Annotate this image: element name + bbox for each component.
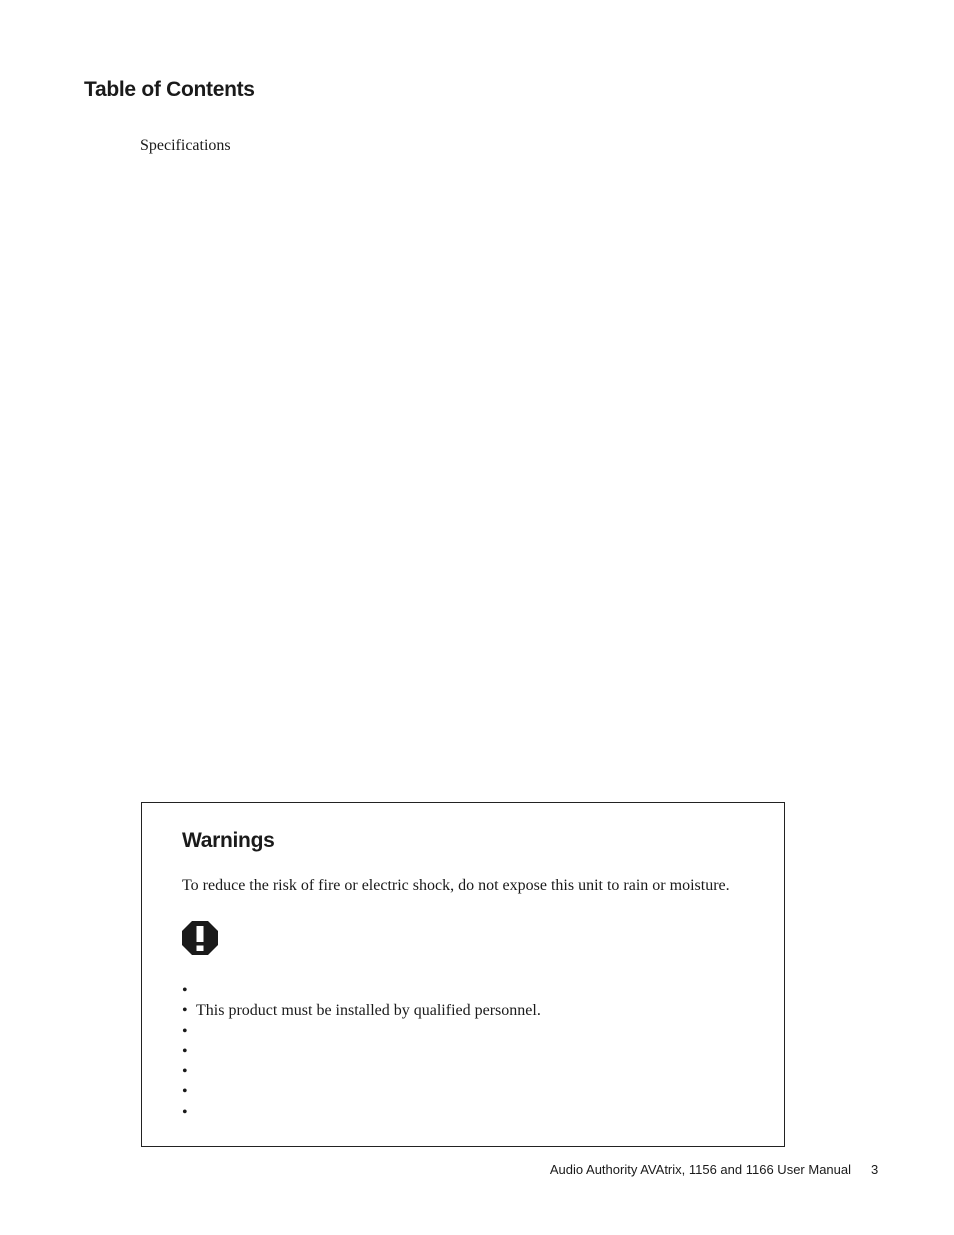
warnings-intro: To reduce the risk of fire or electric shock, do not expose this unit to rain or moisture. <box>182 877 730 894</box>
bullet-marker: • <box>182 1002 188 1020</box>
bullet-text: This product must be installed by qualified personnel. <box>196 1002 541 1020</box>
bullet-marker: • <box>182 1103 188 1121</box>
list-item <box>182 1103 541 1123</box>
warnings-box <box>141 802 785 1147</box>
list-item <box>182 1062 541 1082</box>
footer-title: Audio Authority AVAtrix, 1156 and 1166 User Manual <box>549 1162 851 1177</box>
list-item <box>182 1042 541 1062</box>
warnings-bullet-list <box>182 981 541 1123</box>
warning-octagon-icon <box>182 921 218 955</box>
list-item <box>182 1022 541 1042</box>
list-item <box>182 1082 541 1102</box>
page-number: 3 <box>871 1162 879 1177</box>
bullet-marker: • <box>182 1042 188 1060</box>
bullet-marker: • <box>182 1063 188 1081</box>
list-item <box>182 981 541 1001</box>
bullet-marker: • <box>182 982 188 999</box>
list-item <box>182 1001 541 1021</box>
bullet-marker: • <box>182 1083 188 1101</box>
warnings-heading: Warnings <box>182 829 275 852</box>
bullet-marker: • <box>182 1022 188 1040</box>
toc-list <box>140 136 231 156</box>
toc-heading: Table of Contents <box>84 78 255 101</box>
toc-entry-specifications[interactable]: Specifications <box>140 137 231 154</box>
